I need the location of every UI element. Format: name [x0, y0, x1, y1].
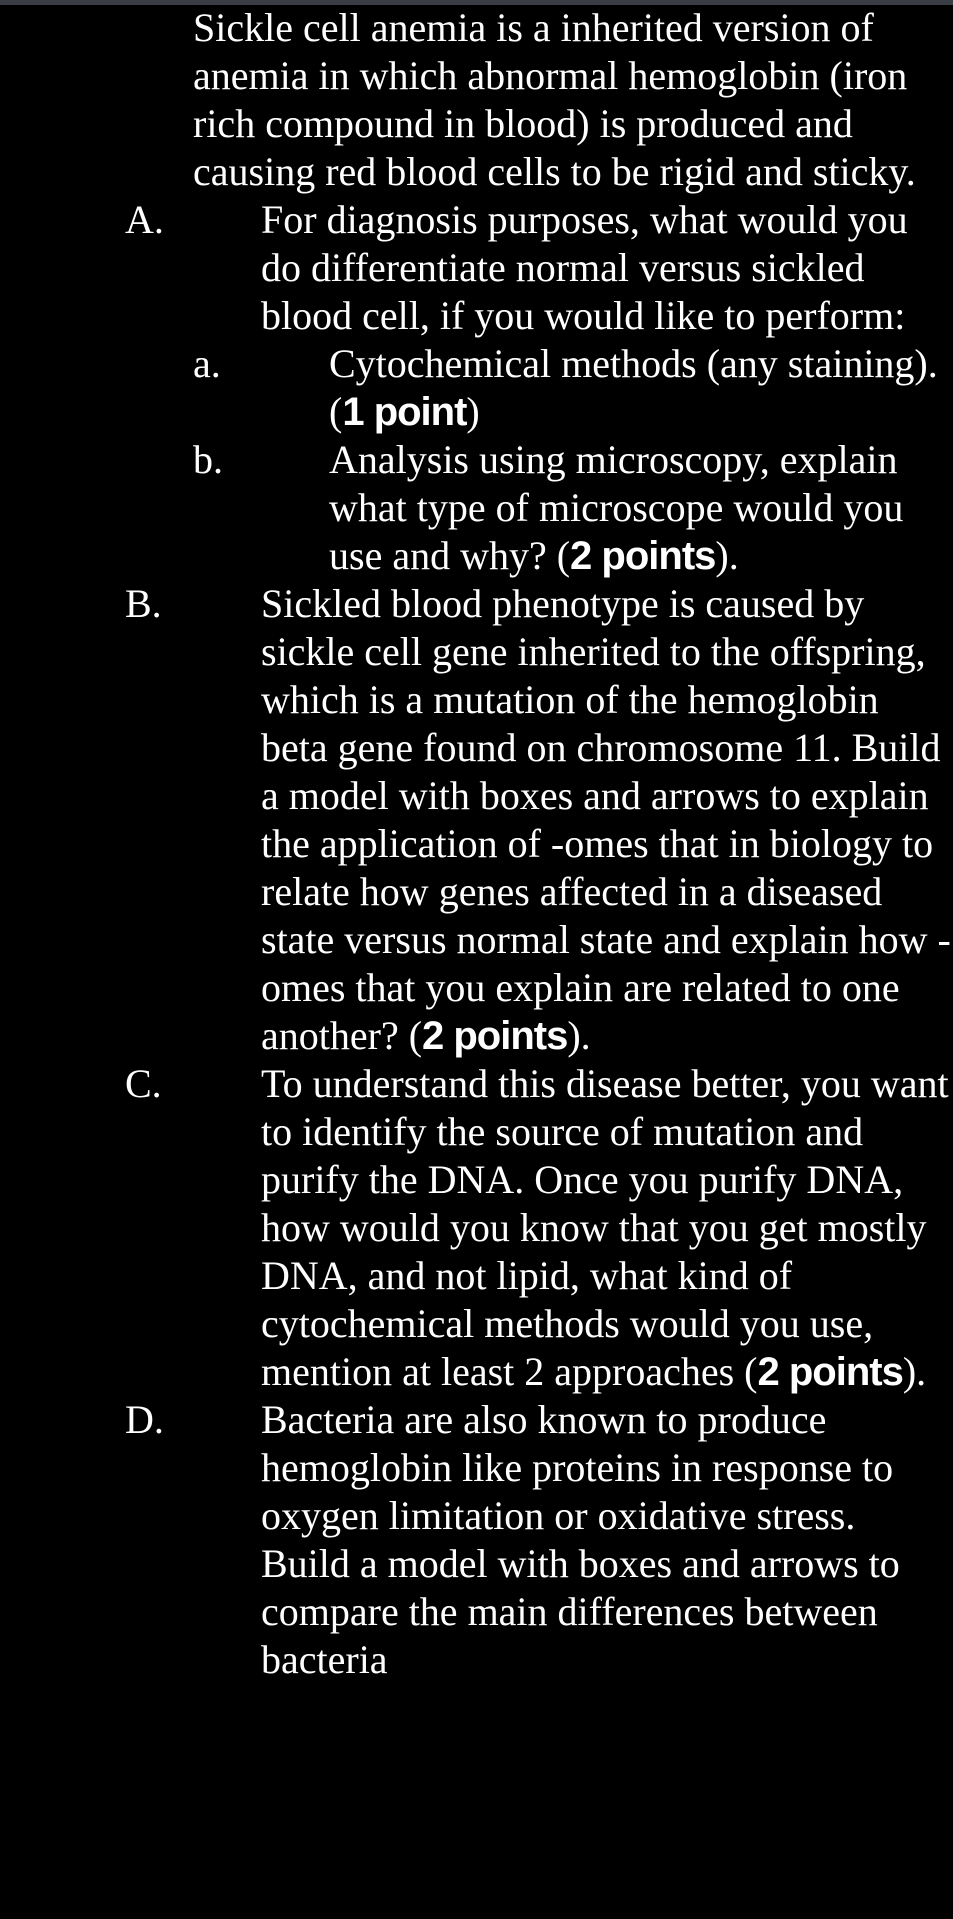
part-letter: C.	[125, 1061, 162, 1106]
part-letter: B.	[125, 581, 162, 626]
points-label: 2 points	[570, 534, 716, 578]
document-page	[0, 4, 953, 1684]
part-text: For diagnosis purposes, what would you do differentiate normal versus sickled blood cell, if you would like to perform:	[261, 197, 908, 338]
question-text: Sickle cell anemia is a inherited version of anemia in which abnormal hemoglobin (iron rich compound in blood) is produced and causing red blood cells to be rigid and sticky.	[193, 5, 916, 194]
part-text-wrap	[261, 1060, 953, 1396]
part-text-wrap	[261, 580, 953, 1060]
part-letter: D.	[125, 1397, 164, 1442]
subpart-letter: b.	[193, 437, 223, 482]
subpart-text: Analysis using microscopy, explain what type of microscope would you use and why? (	[329, 437, 904, 578]
question-1	[0, 4, 953, 1684]
subpart-suffix: ).	[715, 533, 739, 578]
part-suffix: ).	[902, 1349, 927, 1394]
part-c	[125, 1060, 953, 1396]
part-b	[125, 580, 953, 1060]
subpart-suffix: )	[466, 389, 480, 434]
subpart-text: Cytochemical methods (any staining). (	[329, 341, 938, 434]
part-text: To understand this disease better, you want to identify the source of mutation and purify the DNA. Once you purify DNA, how would you know that you get mostly DNA, and not lipid, what kind of cytochemical methods would you use, mention at least 2 approaches (	[261, 1061, 949, 1394]
points-label: 1 point	[342, 390, 467, 434]
part-text: Sickled blood phenotype is caused by sickle cell gene inherited to the offspring, which is a mutation of the hemoglobin beta gene found on chromosome 11. Build a model with boxes and arrows to explain the application of -omes that in biology to relate how genes affected in a diseased state versus normal state and explain how -omes that you explain are related to one another? (	[261, 581, 951, 1058]
points-label: 2 points	[422, 1014, 568, 1058]
part-text: Bacteria are also known to produce hemoglobin like proteins in response to oxygen limitation or oxidative stress. Build a model with boxes and arrows to compare the main differences between bacteria	[261, 1397, 900, 1682]
subpart-letter: a.	[193, 341, 221, 386]
subpart-text-wrap	[329, 436, 953, 580]
subpart-a	[193, 340, 953, 436]
part-letter: A.	[125, 197, 164, 242]
part-suffix: ).	[567, 1013, 591, 1058]
part-d	[125, 1396, 953, 1684]
subpart-b	[193, 436, 953, 580]
subpart-text-wrap	[329, 340, 953, 436]
points-label: 2 points	[757, 1350, 903, 1394]
part-a	[125, 196, 953, 580]
